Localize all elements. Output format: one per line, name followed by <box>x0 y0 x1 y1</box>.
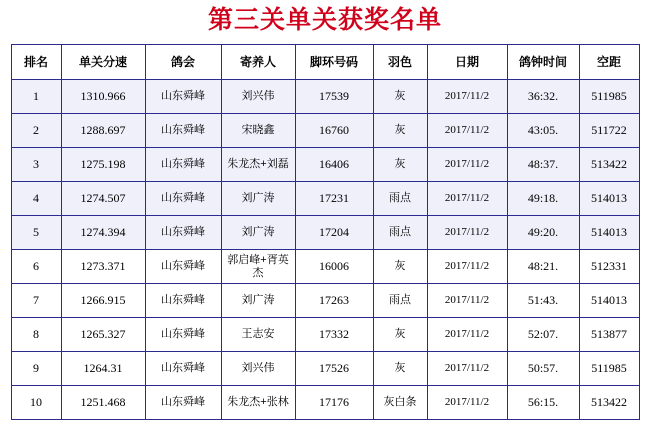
cell-color: 灰 <box>373 80 427 114</box>
cell-owner: 刘广涛 <box>221 284 295 318</box>
cell-distance: 513877 <box>579 318 639 352</box>
cell-date: 2017/11/2 <box>427 114 507 148</box>
table-row <box>11 80 639 114</box>
cell-ring: 17176 <box>295 386 373 420</box>
cell-club: 山东舜峰 <box>145 182 221 216</box>
page-title: 第三关单关获奖名单 <box>207 7 442 34</box>
column-header-color: 羽色 <box>373 45 427 80</box>
cell-owner: 刘广涛 <box>221 182 295 216</box>
cell-owner: 王志安 <box>221 318 295 352</box>
cell-color: 灰 <box>373 250 427 284</box>
cell-owner: 朱龙杰+张林 <box>221 386 295 420</box>
table-row <box>11 216 639 250</box>
cell-rank: 7 <box>11 284 61 318</box>
column-header-time: 鸽钟时间 <box>507 45 579 80</box>
cell-club: 山东舜峰 <box>145 284 221 318</box>
cell-distance: 513422 <box>579 148 639 182</box>
table-header <box>11 45 639 80</box>
cell-color: 灰白条 <box>373 386 427 420</box>
cell-time: 48:21. <box>507 250 579 284</box>
cell-owner: 刘广涛 <box>221 216 295 250</box>
cell-club: 山东舜峰 <box>145 250 221 284</box>
table-header-row <box>11 45 639 80</box>
cell-speed: 1266.915 <box>61 284 145 318</box>
cell-speed: 1310.966 <box>61 80 145 114</box>
cell-speed: 1264.31 <box>61 352 145 386</box>
cell-time: 36:32. <box>507 80 579 114</box>
cell-date: 2017/11/2 <box>427 284 507 318</box>
cell-club: 山东舜峰 <box>145 386 221 420</box>
column-header-speed: 单关分速 <box>61 45 145 80</box>
cell-time: 49:18. <box>507 182 579 216</box>
cell-time: 43:05. <box>507 114 579 148</box>
cell-date: 2017/11/2 <box>427 386 507 420</box>
cell-color: 灰 <box>373 318 427 352</box>
cell-ring: 17526 <box>295 352 373 386</box>
cell-distance: 511722 <box>579 114 639 148</box>
cell-club: 山东舜峰 <box>145 318 221 352</box>
table-row <box>11 386 639 420</box>
cell-date: 2017/11/2 <box>427 318 507 352</box>
cell-date: 2017/11/2 <box>427 250 507 284</box>
column-header-club: 鸽会 <box>145 45 221 80</box>
table-row <box>11 318 639 352</box>
awards-table <box>11 44 640 420</box>
cell-ring: 17204 <box>295 216 373 250</box>
table-row <box>11 182 639 216</box>
table-body <box>11 80 639 420</box>
cell-ring: 17231 <box>295 182 373 216</box>
cell-rank: 9 <box>11 352 61 386</box>
cell-time: 49:20. <box>507 216 579 250</box>
cell-speed: 1273.371 <box>61 250 145 284</box>
cell-distance: 514013 <box>579 182 639 216</box>
table-row <box>11 148 639 182</box>
cell-distance: 514013 <box>579 216 639 250</box>
cell-distance: 514013 <box>579 284 639 318</box>
cell-distance: 511985 <box>579 80 639 114</box>
cell-time: 51:43. <box>507 284 579 318</box>
cell-ring: 17263 <box>295 284 373 318</box>
cell-distance: 513422 <box>579 386 639 420</box>
cell-distance: 512331 <box>579 250 639 284</box>
cell-date: 2017/11/2 <box>427 148 507 182</box>
cell-rank: 2 <box>11 114 61 148</box>
cell-ring: 16760 <box>295 114 373 148</box>
cell-color: 灰 <box>373 148 427 182</box>
cell-club: 山东舜峰 <box>145 148 221 182</box>
cell-rank: 6 <box>11 250 61 284</box>
cell-owner: 郭启峰+胥英杰 <box>221 250 295 284</box>
column-header-rank: 排名 <box>11 45 61 80</box>
cell-color: 雨点 <box>373 284 427 318</box>
cell-color: 雨点 <box>373 182 427 216</box>
cell-owner: 刘兴伟 <box>221 352 295 386</box>
table-row <box>11 114 639 148</box>
cell-rank: 5 <box>11 216 61 250</box>
cell-speed: 1251.468 <box>61 386 145 420</box>
cell-speed: 1265.327 <box>61 318 145 352</box>
cell-owner: 宋晓鑫 <box>221 114 295 148</box>
column-header-date: 日期 <box>427 45 507 80</box>
cell-speed: 1275.198 <box>61 148 145 182</box>
cell-color: 灰 <box>373 114 427 148</box>
cell-club: 山东舜峰 <box>145 352 221 386</box>
column-header-owner: 寄养人 <box>221 45 295 80</box>
cell-speed: 1274.394 <box>61 216 145 250</box>
cell-time: 48:37. <box>507 148 579 182</box>
cell-ring: 17332 <box>295 318 373 352</box>
cell-speed: 1288.697 <box>61 114 145 148</box>
cell-owner: 刘兴伟 <box>221 80 295 114</box>
cell-rank: 4 <box>11 182 61 216</box>
cell-date: 2017/11/2 <box>427 182 507 216</box>
cell-ring: 17539 <box>295 80 373 114</box>
cell-color: 灰 <box>373 352 427 386</box>
cell-time: 52:07. <box>507 318 579 352</box>
cell-rank: 3 <box>11 148 61 182</box>
cell-owner: 朱龙杰+刘磊 <box>221 148 295 182</box>
cell-ring: 16006 <box>295 250 373 284</box>
column-header-ring: 脚环号码 <box>295 45 373 80</box>
cell-club: 山东舜峰 <box>145 216 221 250</box>
table-row <box>11 284 639 318</box>
table-row <box>11 352 639 386</box>
cell-color: 雨点 <box>373 216 427 250</box>
cell-time: 56:15. <box>507 386 579 420</box>
column-header-distance: 空距 <box>579 45 639 80</box>
cell-date: 2017/11/2 <box>427 352 507 386</box>
cell-rank: 10 <box>11 386 61 420</box>
cell-date: 2017/11/2 <box>427 80 507 114</box>
cell-rank: 1 <box>11 80 61 114</box>
cell-distance: 511985 <box>579 352 639 386</box>
cell-rank: 8 <box>11 318 61 352</box>
cell-club: 山东舜峰 <box>145 80 221 114</box>
table-row <box>11 250 639 284</box>
cell-ring: 16406 <box>295 148 373 182</box>
cell-time: 50:57. <box>507 352 579 386</box>
cell-date: 2017/11/2 <box>427 216 507 250</box>
cell-speed: 1274.507 <box>61 182 145 216</box>
cell-club: 山东舜峰 <box>145 114 221 148</box>
